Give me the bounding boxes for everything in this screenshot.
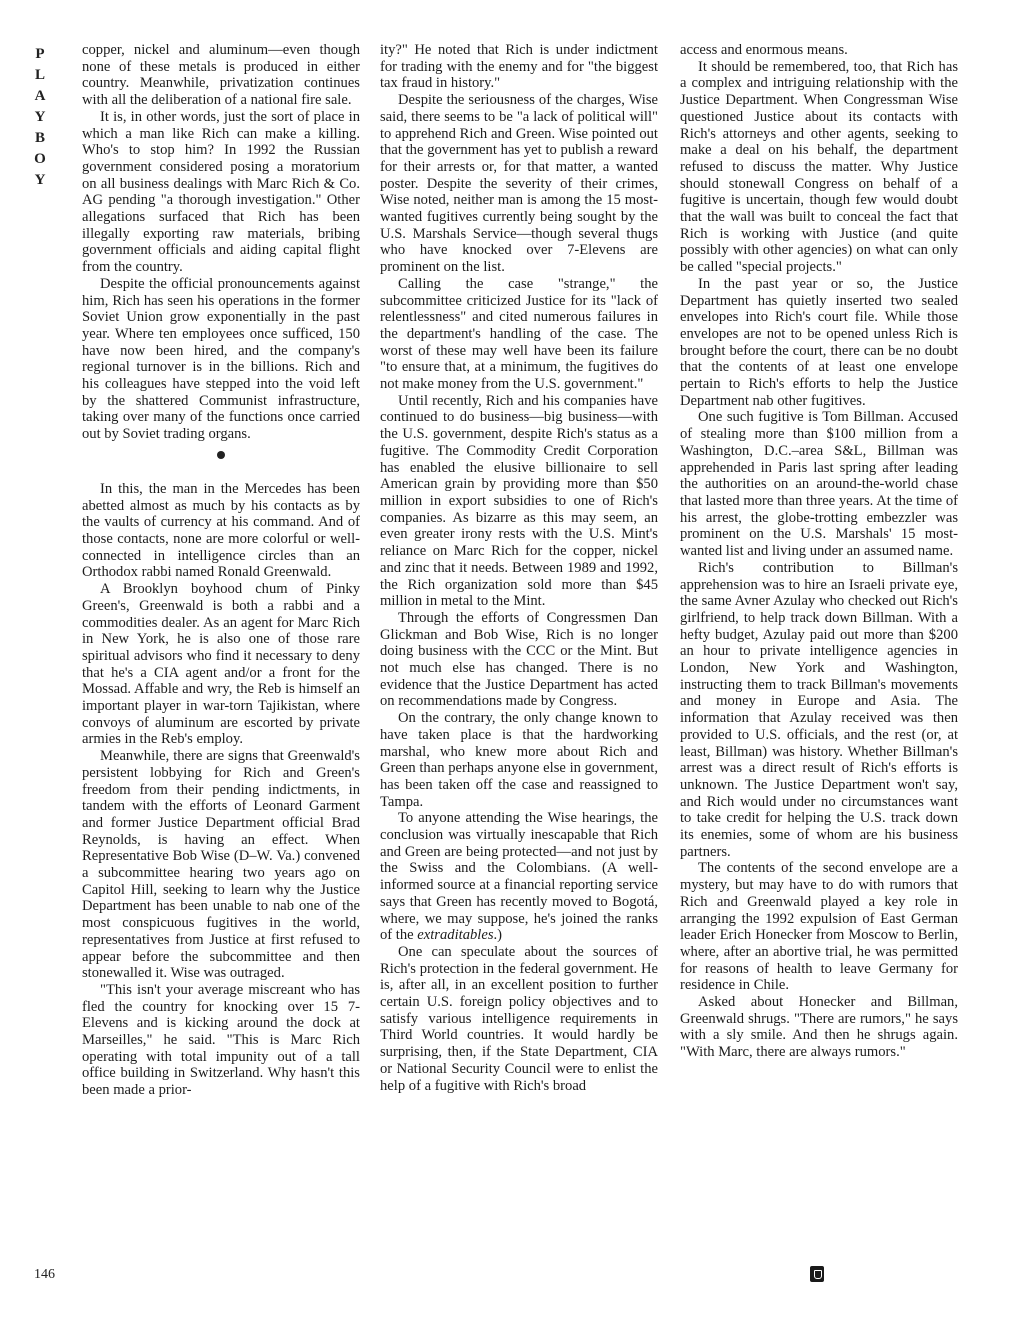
paragraph-text: Asked about Honecker and Billman, Greenwald shrugs. "There are rumors," he says with a sly smile. And then he shrugs again. "With Marc, there are always rumors." <box>680 994 958 1061</box>
article-paragraph <box>680 860 958 994</box>
paragraph-text: A Brooklyn boyhood chum of Pinky Green's, Greenwald is both a rabbi and a commodities dealer. As an agent for Marc Rich in New York, he is also one of those rare spiritual advisors who find it necessary to deny that he's a CIA agent and/or a front for the Mossad. Affable and wry, the Reb is himself an important player in war-torn Tajikistan, where convoys of aluminum are escorted by private armies in the Reb's employ. <box>82 581 360 748</box>
article-paragraph <box>82 982 360 1099</box>
masthead-letter: A <box>34 88 46 104</box>
paragraph-text: Until recently, Rich and his companies have continued to do business—big business—with the U.S. government, despite Rich's status as a fugitive. The Commodity Credit Corporation has enabled the elusive billionaire to sell American grain by providing more than $50 million in export subsidies to one of Rich's companies. As bizarre as this may seem, an even greater irony rests with the U.S. Mint's reliance on Marc Rich for the copper, nickel and zinc that it needs. Between 1989 and 1992, the Rich organization sold more than $45 million in metal to the Mint. <box>380 392 658 610</box>
article-paragraph <box>380 393 658 610</box>
paragraph-text: The contents of the second envelope are a mystery, but may have to do with rumors that Rich and Greenwald played a key role in arranging the 1992 expulsion of East German leader Erich Honecker from Moscow to Berlin, where, after an abortive trial, he was permitted for reasons of health to leave Germany for residence in Chile. <box>680 860 958 994</box>
end-mark-icon <box>810 1266 824 1282</box>
masthead-letter: O <box>34 151 46 167</box>
paragraph-text: It should be remembered, too, that Rich has a complex and intriguing relationship with the Justice Department. When Congressman Wise questioned Justice about its contacts with Rich's attorneys and other agents, seeking to make a deal on his behalf, the department refused to discuss the matter. Why Justice should stonewall Congress on behalf of a fugitive is uncertain, though few would doubt that the wall was built to conceal the fact that Rich is working with Justice (and quite possibly with other agencies) on what can only be called "special projects." <box>680 58 958 276</box>
paragraph-tail: .) <box>493 927 503 944</box>
masthead-letter: L <box>34 67 45 83</box>
masthead-letter: B <box>34 130 45 146</box>
page-number: 146 <box>34 1267 55 1282</box>
paragraph-text: In the past year or so, the Justice Department has quietly inserted two sealed envelopes into Rich's court file. While those envelopes are not to be opened unless Rich is brought before the court, there can be no doubt that the contents of at least one envelope pertain to Rich's efforts to help the Justice Department nab other fugitives. <box>680 275 958 409</box>
article-paragraph <box>380 610 658 710</box>
article-paragraph <box>82 109 360 276</box>
article-paragraph <box>680 42 958 59</box>
article-paragraph <box>680 560 958 861</box>
paragraph-text: Calling the case "strange," the subcommittee criticized Justice for its "lack of relentlessness" and cited numerous failures in the department's handling of the case. The worst of these may well have been its failure "to ensure that, at a minimum, the fugitives do not make money from the U.S. government." <box>380 275 658 393</box>
masthead-vertical <box>28 44 52 191</box>
paragraph-text: It is, in other words, just the sort of place in which a man like Rich can make a killing. Who's to stop him? In 1992 the Russian government considered posing a moratorium on all business dealings with Marc Rich & Co. AG pending "a thorough investigation." Other allegations surfaced that Rich has been illegally exporting raw materials, bribing government officials and aiding capital flight from the country. <box>82 108 360 276</box>
paragraph-text: Rich's contribution to Billman's apprehension was to hire an Israeli private eye, the same Avner Azulay who checked out Rich's girlfriend, to help track down Billman. With a hefty budget, Azulay paid out more than $200 an hour to private intelligence agencies in London, New York and Washington, instructing them to track Billman's movements and money in Europe and Asia. The information that Azulay received was then provided to U.S. officials, and the rest (or, at least, Billman) was history. Whether Billman's arrest was a direct result of Rich's efforts is unknown. The Justice Department won't say, and Rich would under no circumstances want to take credit for helping the U.S. track down its enemies, some of whom are his business partners. <box>680 559 958 860</box>
article-paragraph <box>380 276 658 393</box>
article-paragraph <box>82 481 360 581</box>
article-paragraph <box>380 944 658 1094</box>
article-paragraph <box>380 810 658 944</box>
article-paragraph <box>680 409 958 559</box>
paragraph-text: copper, nickel and aluminum—even though none of these metals is produced in either country. Meanwhile, privatization continues with all the deliberation of a national fire sale. <box>82 42 360 109</box>
article-column-3 <box>680 42 958 1061</box>
article-paragraph <box>82 748 360 982</box>
paragraph-text: "This isn't your average miscreant who has fled the country for knocking over 15 7-Elevens and is kicking around the dock at Marseilles," he said. "This is Marc Rich operating with total impunity out of a tall office building in Switzerland. Why hasn't this been made a prior- <box>82 981 360 1099</box>
paragraph-text: One such fugitive is Tom Billman. Accused of stealing more than $100 million from a Washington, D.C.–area S&L, Billman was apprehended in Paris last spring after leading the authorities on an around-the-world chase that lasted more than three years. At the time of his arrest, the globe-trotting embezzler was prominent on the U.S. Marshals' 15 most-wanted list and living under an assumed name. <box>680 409 958 560</box>
article-column-2 <box>380 42 658 1094</box>
article-paragraph <box>680 994 958 1061</box>
article-column-1 <box>82 42 360 1099</box>
paragraph-text: Through the efforts of Congressmen Dan Glickman and Bob Wise, Rich is no longer doing business with the CCC or the Mint. But not much else has changed. There is no evidence that the Justice Department has acted on recommendations made by Congress. <box>380 609 658 710</box>
paragraph-text: One can speculate about the sources of Rich's protection in the federal government. He is, after all, in an excellent position to further certain U.S. foreign policy objectives and to satisfy various intelligence requirements in Third World countries. It would hardly be surprising, then, if the State Department, CIA or National Security Council were to enlist the help of a fugitive with Rich's broad <box>380 943 658 1094</box>
article-paragraph <box>380 710 658 810</box>
article-paragraph <box>82 581 360 748</box>
article-paragraph <box>380 42 658 92</box>
masthead-letter: Y <box>34 109 46 125</box>
paragraph-text: In this, the man in the Mercedes has been abetted almost as much by his contacts as by the vaults of currency at his command. And of those contacts, none are more colorful or well-connected in intelligence circles than an Orthodox rabbi named Ronald Greenwald. <box>82 480 360 581</box>
article-paragraph <box>680 276 958 410</box>
paragraph-text: To anyone attending the Wise hearings, the conclusion was virtually inescapable that Rich and Green are being protected—and not just by the Swiss and the Colombians. (A well-informed source at a financial reporting service says that Green has recently moved to Bogotá, where, we may suppose, he's joined the ranks of the <box>380 810 658 944</box>
paragraph-text: Despite the seriousness of the charges, Wise said, there seems to be "a lack of political will" to apprehend Rich and Green. Wise pointed out that the government has yet to publish a reward for their arrests or, for that matter, a wanted poster. Despite the severity of their crimes, Wise noted, neither man is among the 15 most-wanted fugitives currently being sought by the U.S. Marshals Service—though several thugs who have knocked over 7-Elevens are prominent on the list. <box>380 92 658 276</box>
paragraph-text: Despite the official pronouncements against him, Rich has seen his operations in the former Soviet Union grow exponentially in the past year. Where ten employees once sufficed, 150 have now been hired, and the company's regional turnover is in the billions. Rich and his colleagues have stepped into the void left by the shattered Communist infrastructure, taking over many of the functions once carried out by Soviet trading organs. <box>82 275 360 443</box>
section-break-dot <box>217 451 225 459</box>
article-paragraph <box>82 276 360 443</box>
paragraph-text: ity?" He noted that Rich is under indictment for trading with the enemy and for "the biggest tax fraud in history." <box>380 42 658 92</box>
masthead-letter: P <box>35 46 45 62</box>
paragraph-text: On the contrary, the only change known to have taken place is that the hardworking marshal, who knew more about Rich and Green than perhaps anyone else in government, has been taken off the case and reassigned to Tampa. <box>380 710 658 810</box>
masthead-letter: Y <box>34 172 46 188</box>
italic-term: extraditables <box>417 927 494 944</box>
paragraph-text: Meanwhile, there are signs that Greenwald's persistent lobbying for Rich and Green's freedom from their pending indictments, in tandem with the efforts of Leonard Garment and former Justice Department official Brad Reynolds, is having an effect. When Representative Bob Wise (D–W. Va.) convened a subcommittee hearing two years ago on Capitol Hill, seeking to learn why the Justice Department has been unable to nab one of the most conspicuous fugitives in the world, representatives from Justice at first refused to appear before the subcommittee and then stonewalled it. Wise was outraged. <box>82 748 360 982</box>
paragraph-text: access and enormous means. <box>680 42 848 58</box>
article-paragraph <box>82 42 360 109</box>
article-paragraph <box>380 92 658 276</box>
article-paragraph <box>680 59 958 276</box>
